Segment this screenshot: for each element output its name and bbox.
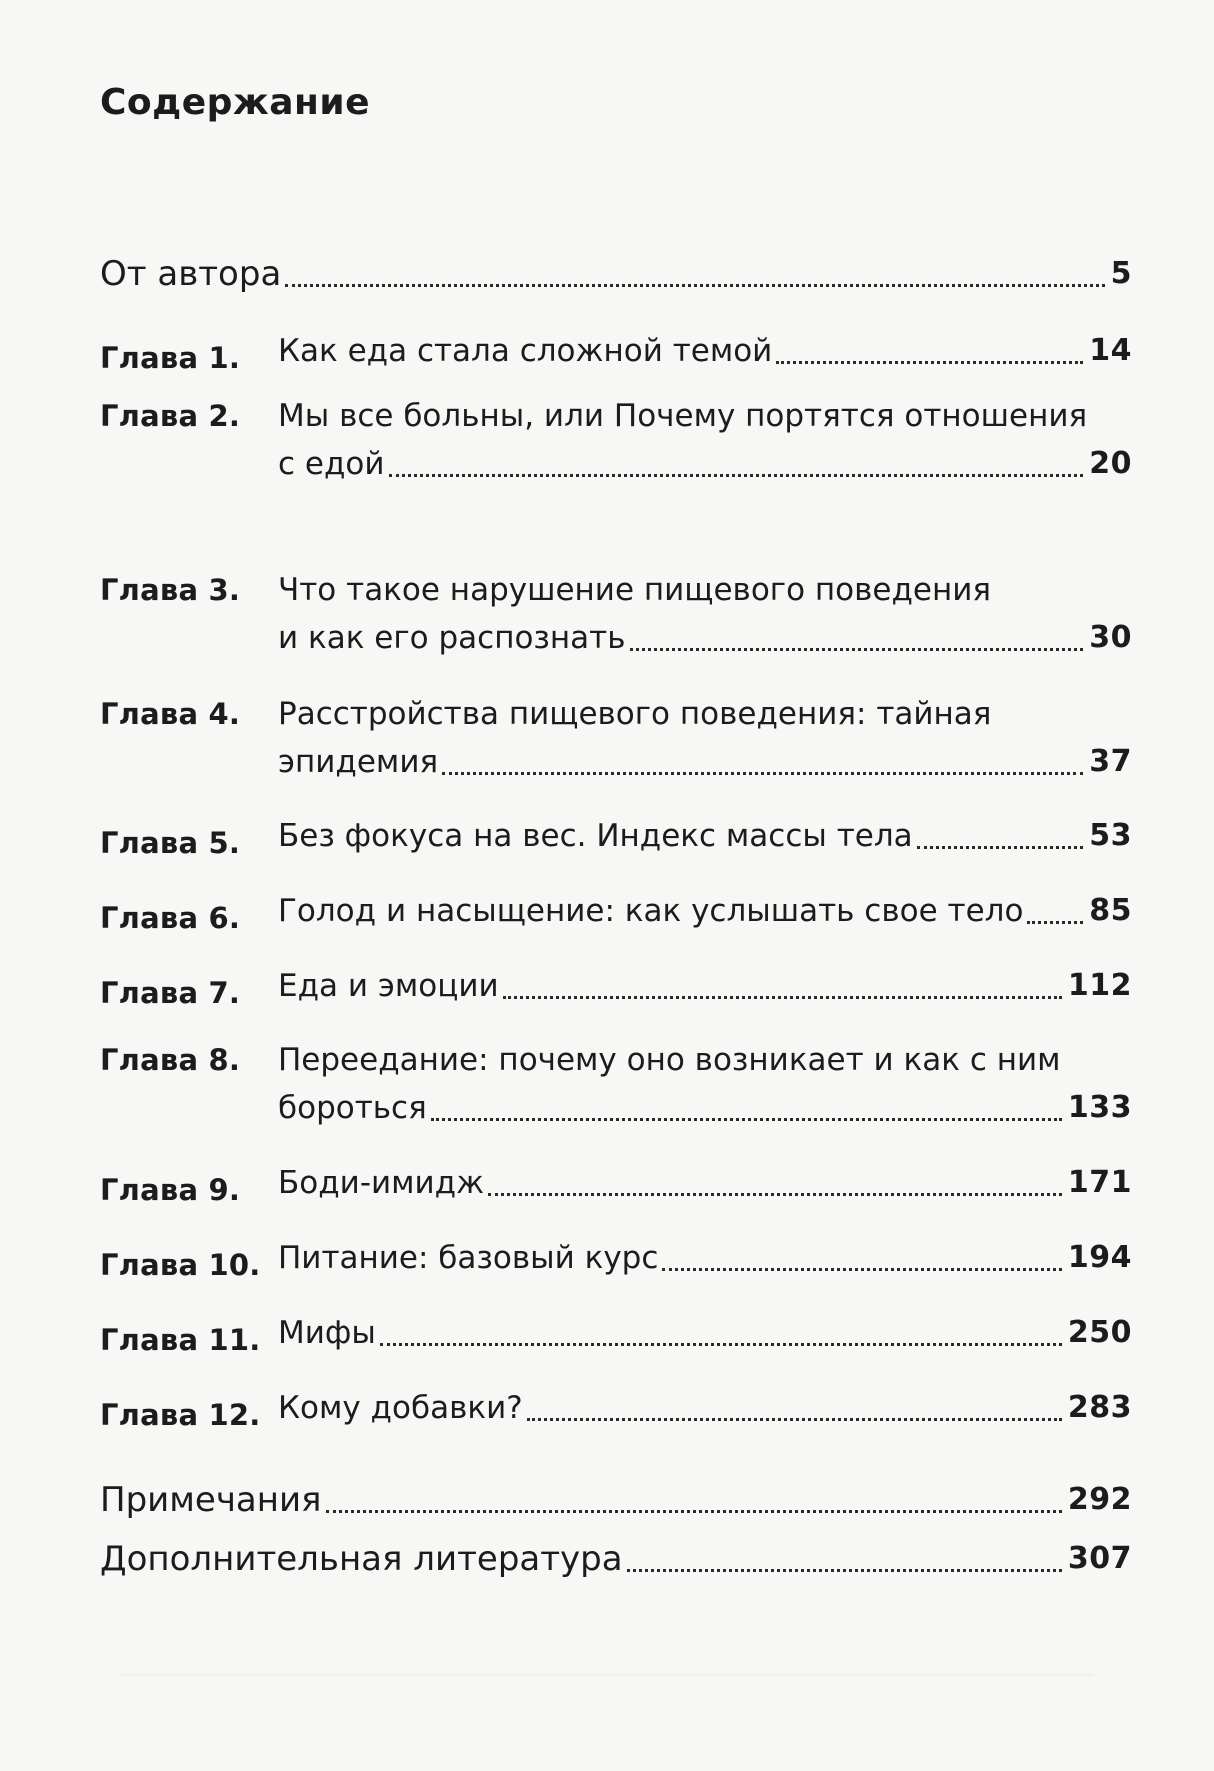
toc-entry-chapter-6[interactable] (100, 887, 1132, 935)
page-number: 5 (1110, 256, 1132, 291)
dot-leader (1027, 921, 1083, 924)
dot-leader (389, 474, 1084, 477)
dot-leader (527, 1418, 1062, 1421)
chapter-label: Глава 9. (100, 1173, 241, 1207)
chapter-label: Глава 1. (100, 341, 241, 375)
chapter-title-line: Мы все больны, или Почему портятся отношения (278, 398, 1088, 434)
dot-leader (917, 846, 1084, 849)
chapter-title: Кому добавки? (278, 1390, 523, 1426)
chapter-title: Мифы (278, 1315, 376, 1351)
dot-leader (503, 996, 1062, 999)
page-number: 53 (1089, 818, 1132, 853)
toc-entry-chapter-8[interactable] (100, 1036, 1132, 1132)
chapter-title: Без фокуса на вес. Индекс массы тела (278, 818, 913, 854)
dot-leader (285, 284, 1104, 287)
chapter-title-line: бороться (278, 1090, 427, 1126)
chapter-title-line: и как его распознать (278, 620, 626, 656)
page-number: 85 (1089, 893, 1132, 928)
toc-entry-chapter-3[interactable] (100, 566, 1132, 662)
page-number: 194 (1067, 1240, 1132, 1275)
page-number: 133 (1067, 1090, 1132, 1125)
dot-leader (776, 361, 1083, 364)
page-number: 307 (1067, 1541, 1132, 1576)
page-number: 14 (1089, 333, 1132, 368)
page-number: 30 (1089, 620, 1132, 655)
dot-leader (326, 1510, 1062, 1513)
chapter-title-line: Расстройства пищевого поведения: тайная (278, 696, 992, 732)
dot-leader (630, 648, 1084, 651)
chapter-label: Глава 2. (100, 399, 241, 433)
page-number: 250 (1067, 1315, 1132, 1350)
chapter-label: Глава 7. (100, 976, 241, 1010)
dot-leader (442, 772, 1083, 775)
page-number: 283 (1067, 1390, 1132, 1425)
page-number: 292 (1067, 1482, 1132, 1517)
chapter-title-line: Что такое нарушение пищевого поведения (278, 572, 992, 608)
toc-heading: Содержание (100, 82, 371, 123)
dot-leader (488, 1193, 1062, 1196)
chapter-label: Глава 11. (100, 1323, 261, 1357)
chapter-title-line: эпидемия (278, 744, 439, 780)
toc-entry-chapter-12[interactable] (100, 1384, 1132, 1432)
chapter-label: Глава 5. (100, 826, 241, 860)
toc-entry-chapter-11[interactable] (100, 1309, 1132, 1357)
chapter-label: Глава 10. (100, 1248, 261, 1282)
chapter-title-line: с едой (278, 446, 385, 482)
entry-title: Примечания (100, 1480, 322, 1520)
page-number: 37 (1089, 744, 1132, 779)
page-number: 112 (1067, 968, 1132, 1003)
page-footer-rule (120, 1674, 1094, 1676)
toc-entry-front-1[interactable] (100, 250, 1132, 298)
toc-entry-chapter-1[interactable] (100, 327, 1132, 375)
chapter-title: Еда и эмоции (278, 968, 499, 1004)
dot-leader (627, 1569, 1062, 1572)
chapter-label: Глава 6. (100, 901, 241, 935)
dot-leader (380, 1343, 1062, 1346)
toc-entry-back-2[interactable] (100, 1535, 1132, 1583)
chapter-label: Глава 12. (100, 1398, 261, 1432)
chapter-title: Голод и насыщение: как услышать свое тело (278, 893, 1024, 929)
toc-entry-chapter-10[interactable] (100, 1234, 1132, 1282)
toc-entry-chapter-9[interactable] (100, 1159, 1132, 1207)
chapter-label: Глава 4. (100, 697, 241, 731)
toc-entry-chapter-4[interactable] (100, 690, 1132, 786)
toc-entry-chapter-7[interactable] (100, 962, 1132, 1010)
dot-leader (662, 1268, 1061, 1271)
chapter-title: Как еда стала сложной темой (278, 333, 773, 369)
page-number: 171 (1067, 1165, 1132, 1200)
chapter-title: Боди-имидж (278, 1165, 485, 1201)
toc-entry-chapter-5[interactable] (100, 812, 1132, 860)
dot-leader (431, 1118, 1062, 1121)
chapter-title-line: Переедание: почему оно возникает и как с ним (278, 1042, 1061, 1078)
toc-entry-chapter-2[interactable] (100, 392, 1132, 488)
page-number: 20 (1089, 446, 1132, 481)
chapter-title: Питание: базовый курс (278, 1240, 659, 1276)
toc-entry-back-1[interactable] (100, 1476, 1132, 1524)
chapter-label: Глава 8. (100, 1043, 241, 1077)
chapter-label: Глава 3. (100, 573, 241, 607)
entry-title: От автора (100, 254, 282, 294)
entry-title: Дополнительная литература (100, 1539, 623, 1579)
